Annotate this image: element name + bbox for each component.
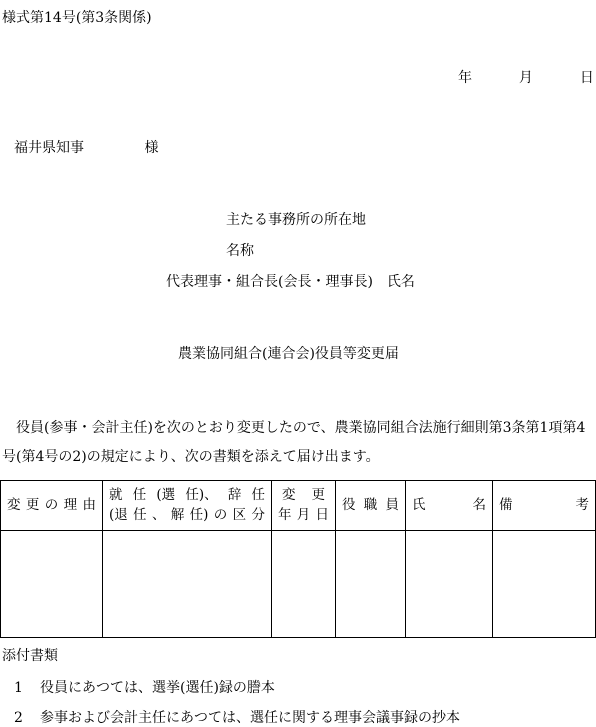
header-reason [1, 481, 103, 531]
header-reason-text [1, 496, 102, 516]
table-header-row [1, 481, 596, 531]
header-name-char: 氏 [412, 496, 426, 513]
header-reason-char: の [44, 496, 59, 513]
header-reason-char: 理 [63, 496, 78, 513]
body-paragraph: 役員(参事・会計主任)を次のとおり変更したので、農業協同組合法施行細則第3条第1項第4号(第4号の2)の規定により、次の書類を添えて届け出ます。 [2, 420, 586, 465]
header-reason-char: 由 [82, 496, 96, 513]
header-date-char: 月 [296, 506, 311, 523]
header-date-line2 [272, 506, 335, 526]
header-appointment-char: 辞 [227, 486, 242, 503]
change-table [0, 480, 596, 638]
header-date-char: 更 [311, 486, 325, 503]
attachment-number: 1 [14, 680, 23, 696]
header-reason-char: 変 [7, 496, 21, 513]
header-appointment-line1 [103, 486, 271, 506]
addressee [14, 140, 158, 157]
name-label: 名称 [226, 243, 254, 259]
date-line [458, 70, 594, 87]
header-role-char: 員 [385, 496, 399, 513]
header-appointment-char: (選 [156, 486, 176, 503]
header-date-char: 変 [282, 486, 296, 503]
header-appointment-char: の [213, 506, 228, 523]
header-role-text [336, 496, 405, 516]
header-appointment-line2 [103, 506, 271, 526]
cell-change-date[interactable] [272, 531, 336, 638]
header-remarks-text [493, 496, 595, 516]
header-date-line1 [272, 486, 335, 506]
cell-role[interactable] [336, 531, 406, 638]
office-address-label: 主たる事務所の所在地 [226, 212, 366, 228]
header-appointment-char: 任) [189, 506, 209, 523]
header-reason-char: 更 [25, 496, 40, 513]
header-appointment-char: 解 [170, 506, 185, 523]
header-role [336, 481, 406, 531]
table-entry-row [1, 531, 596, 638]
cell-name[interactable] [406, 531, 493, 638]
date-year-label: 年 [458, 70, 472, 86]
attachment-number: 2 [14, 710, 23, 726]
header-appointment-char: 分 [251, 506, 265, 523]
representative-label: 代表理事・組合長(会長・理事長) 氏名 [166, 274, 415, 290]
date-month-label: 月 [518, 70, 533, 86]
header-appointment-char: (退 [109, 506, 128, 523]
header-appointment-char: 任 [133, 506, 147, 523]
form-number: 様式第14号(第3条関係) [2, 10, 152, 26]
header-name [406, 481, 493, 531]
document-title: 農業協同組合(連合会)役員等変更届 [178, 346, 399, 362]
attachment-text: 参事および会計主任にあつては、選任に関する理事会議事録の抄本 [40, 710, 460, 726]
date-day-label: 日 [579, 70, 594, 86]
header-appointment-char: 任)、 [185, 486, 218, 503]
header-appointment [103, 481, 272, 531]
attachments-heading: 添付書類 [2, 648, 58, 664]
header-remarks-char: 備 [499, 496, 513, 513]
cell-reason[interactable] [1, 531, 103, 638]
attachment-item [14, 680, 275, 697]
addressee-honorific: 様 [144, 140, 159, 156]
header-remarks [493, 481, 596, 531]
addressee-name: 福井県知事 [14, 140, 84, 156]
cell-remarks[interactable] [493, 531, 596, 638]
header-appointment-char: 就 [109, 486, 123, 503]
header-role-char: 職 [363, 496, 378, 513]
header-remarks-char: 考 [575, 496, 589, 513]
header-role-char: 役 [342, 496, 356, 513]
header-change-date [272, 481, 336, 531]
header-appointment-char: 任 [132, 486, 147, 503]
attachment-text: 役員にあつては、選挙(選任)録の謄本 [40, 680, 275, 696]
cell-appointment[interactable] [103, 531, 272, 638]
header-date-char: 日 [315, 506, 329, 523]
header-date-char: 年 [278, 506, 292, 523]
header-appointment-char: 区 [232, 506, 247, 523]
header-appointment-char: 任 [251, 486, 265, 503]
header-appointment-char: 、 [151, 506, 166, 523]
header-name-text [406, 496, 492, 516]
attachment-item [14, 710, 460, 727]
header-name-char: 名 [472, 496, 486, 513]
